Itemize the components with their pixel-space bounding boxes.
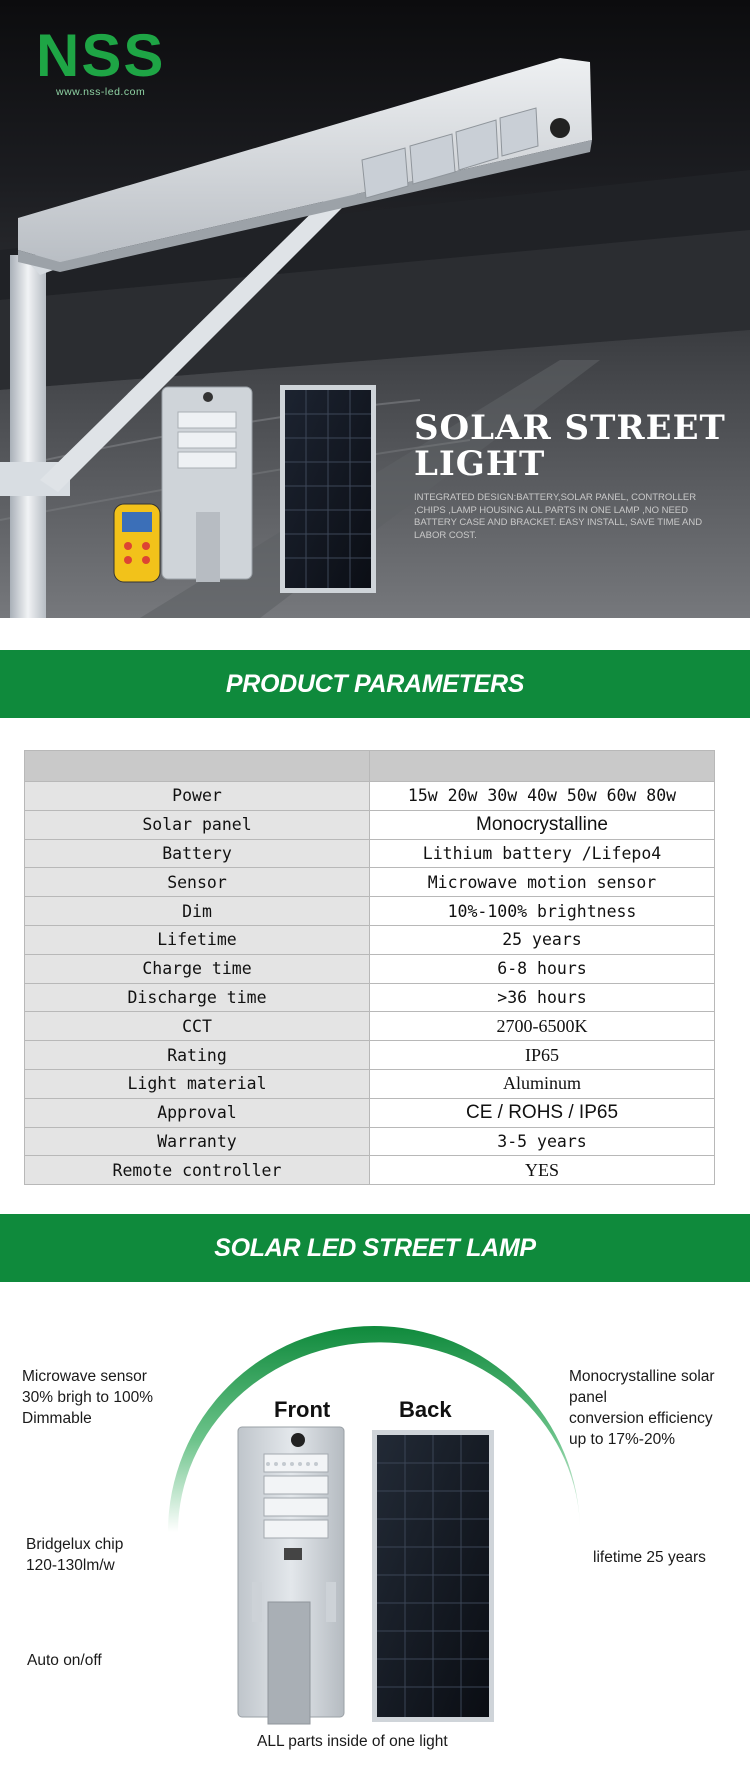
table-header-row: [25, 751, 715, 782]
note-line: Monocrystalline solar: [569, 1368, 715, 1385]
param-key: Light material: [25, 1069, 370, 1098]
param-value: YES: [370, 1156, 715, 1185]
note-line: 30% brigh to 100%: [22, 1389, 153, 1406]
note-bridgelux-chip: [26, 1534, 123, 1576]
param-value: Aluminum: [370, 1069, 715, 1098]
param-key: Rating: [25, 1041, 370, 1070]
param-value: Monocrystalline: [370, 810, 715, 839]
table-row: [25, 1069, 715, 1098]
table-row: [25, 1041, 715, 1070]
param-key: Remote controller: [25, 1156, 370, 1185]
param-value: 3-5 years: [370, 1127, 715, 1156]
note-line: Dimmable: [22, 1410, 92, 1427]
note-lifetime: lifetime 25 years: [593, 1549, 706, 1566]
param-key: Warranty: [25, 1127, 370, 1156]
table-row: [25, 925, 715, 954]
hero-title-line1: SOLAR STREET: [414, 408, 726, 448]
hero-description: INTEGRATED DESIGN:BATTERY,SOLAR PANEL, CONTROLLER ,CHIPS ,LAMP HOUSING ALL PARTS IN ONE LAMP ,NO NEED BATTERY CASE AND BRACKET. EASY INSTALL, SAVE TIME AND LABOR COST.: [414, 492, 703, 541]
param-value: Lithium battery /Lifepo4: [370, 839, 715, 868]
parameters-table: [24, 750, 715, 1185]
logo-wordmark: NSS: [36, 22, 166, 89]
parameters-title: PRODUCT PARAMETERS: [225, 669, 525, 698]
note-line: Microwave sensor: [22, 1368, 147, 1385]
table-row: [25, 1098, 715, 1127]
lamp-back-image: [372, 1430, 494, 1722]
table-row: [25, 782, 715, 811]
parameters-band: [0, 650, 750, 718]
param-value: IP65: [370, 1041, 715, 1070]
param-key: Solar panel: [25, 810, 370, 839]
note-line: conversion efficiency: [569, 1410, 713, 1427]
note-line: panel: [569, 1389, 607, 1406]
lamp-title: SOLAR LED STREET LAMP: [214, 1233, 536, 1262]
table-row: [25, 810, 715, 839]
table-row: [25, 868, 715, 897]
param-value: 10%-100% brightness: [370, 897, 715, 926]
param-key: CCT: [25, 1012, 370, 1041]
table-row: [25, 1127, 715, 1156]
bottom-caption: ALL parts inside of one light: [257, 1733, 448, 1750]
hero-banner: [0, 0, 750, 618]
lamp-front-image: [238, 1427, 344, 1724]
note-auto-onoff: Auto on/off: [27, 1652, 102, 1669]
brand-logo[interactable]: [36, 22, 226, 98]
note-monocrystalline-panel: [569, 1366, 715, 1450]
param-key: Dim: [25, 897, 370, 926]
param-key: Battery: [25, 839, 370, 868]
back-label: Back: [399, 1397, 452, 1422]
param-value: CE / ROHS / IP65: [370, 1098, 715, 1127]
table-row: [25, 954, 715, 983]
table-row: [25, 1156, 715, 1185]
param-value: 2700-6500K: [370, 1012, 715, 1041]
hero-title: [414, 410, 734, 482]
front-label: Front: [274, 1397, 331, 1422]
lamp-illustration: [0, 1282, 750, 1773]
table-header-cell: [25, 751, 370, 782]
param-key: Sensor: [25, 868, 370, 897]
param-value: >36 hours: [370, 983, 715, 1012]
param-value: 15w 20w 30w 40w 50w 60w 80w: [370, 782, 715, 811]
brand-url[interactable]: www.nss-led.com: [56, 86, 146, 98]
note-line: Bridgelux chip: [26, 1536, 124, 1553]
note-line: 120-130lm/w: [26, 1557, 115, 1574]
note-microwave-sensor: [22, 1366, 153, 1429]
table-row: [25, 1012, 715, 1041]
note-line: up to 17%-20%: [569, 1431, 675, 1448]
param-key: Lifetime: [25, 925, 370, 954]
param-key: Approval: [25, 1098, 370, 1127]
table-header-cell: [370, 751, 715, 782]
param-key: Power: [25, 782, 370, 811]
param-key: Discharge time: [25, 983, 370, 1012]
hero-title-line2: LIGHT: [414, 444, 546, 484]
param-value: 6-8 hours: [370, 954, 715, 983]
lamp-band: [0, 1214, 750, 1282]
table-row: [25, 983, 715, 1012]
table-row: [25, 897, 715, 926]
param-value: Microwave motion sensor: [370, 868, 715, 897]
param-value: 25 years: [370, 925, 715, 954]
table-row: [25, 839, 715, 868]
param-key: Charge time: [25, 954, 370, 983]
